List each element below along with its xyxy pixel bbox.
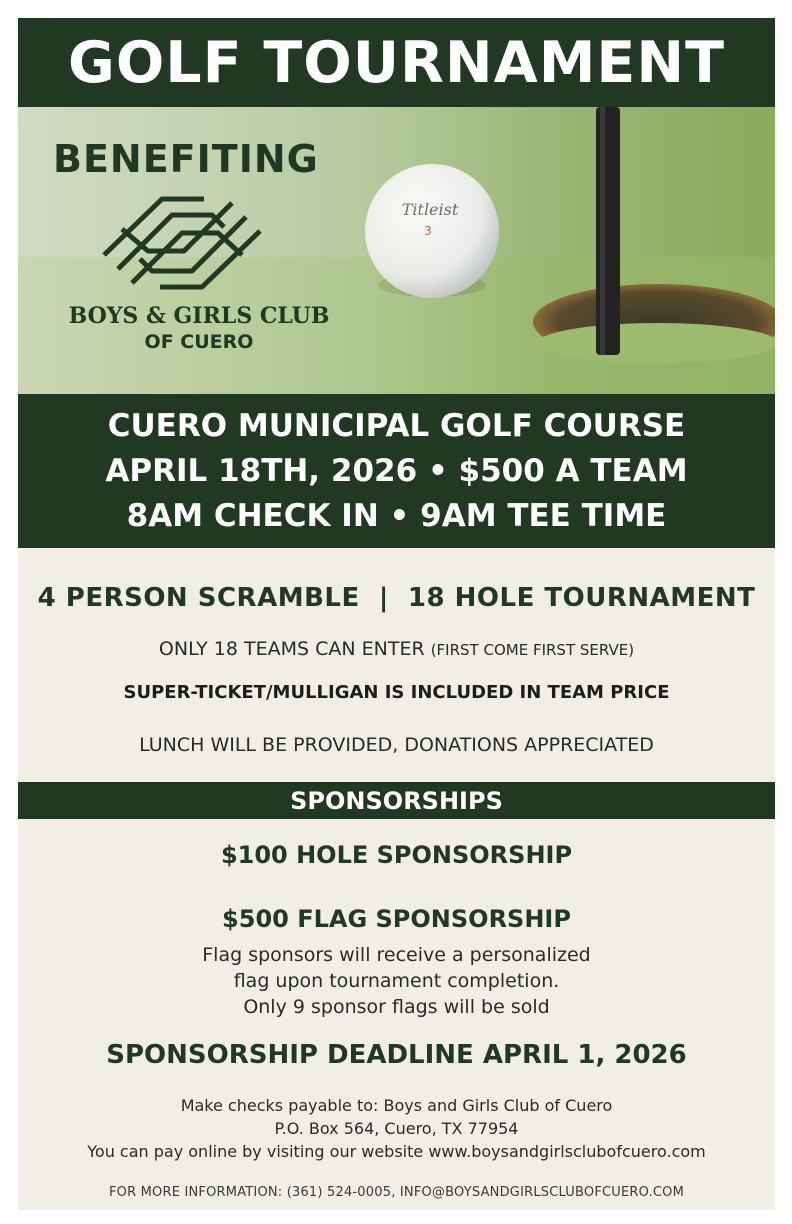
flag-sponsorship-description xyxy=(18,942,775,1020)
benefiting-label: BENEFITING xyxy=(53,137,319,181)
team-limit-text: ONLY 18 TEAMS CAN ENTER xyxy=(158,638,425,660)
flag-desc-line: flag upon tournament completion. xyxy=(233,970,560,992)
flag-sponsorship: $500 FLAG SPONSORSHIP xyxy=(222,905,571,933)
payment-info xyxy=(18,1094,775,1163)
hands-logo-icon xyxy=(100,191,264,295)
page-title: GOLF TOURNAMENT xyxy=(68,29,725,96)
mulligan-note: SUPER-TICKET/MULLIGAN IS INCLUDED IN TEAM PRICE xyxy=(123,682,670,703)
hole-sponsorship: $100 HOLE SPONSORSHIP xyxy=(220,841,573,869)
event-venue: CUERO MUNICIPAL GOLF COURSE xyxy=(107,407,686,444)
lunch-note: LUNCH WILL BE PROVIDED, DONATIONS APPRECIATED xyxy=(139,734,654,756)
event-date-price: APRIL 18TH, 2026 • $500 A TEAM xyxy=(105,452,688,489)
title-banner xyxy=(18,18,775,107)
format-text: 4 PERSON SCRAMBLE | 18 HOLE TOURNAMENT xyxy=(37,583,756,613)
team-limit xyxy=(18,638,775,660)
flyer xyxy=(18,18,775,1210)
payment-line: P.O. Box 564, Cuero, TX 77954 xyxy=(274,1119,519,1138)
flag-desc-line: Only 9 sponsor flags will be sold xyxy=(243,996,550,1018)
sponsorships-header: SPONSORSHIPS xyxy=(290,786,503,815)
tournament-format xyxy=(18,583,775,613)
team-limit-note: (FIRST COME FIRST SERVE) xyxy=(430,641,635,659)
payment-line: Make checks payable to: Boys and Girls Club of Cuero xyxy=(180,1096,613,1115)
payment-line: You can pay online by visiting our website www.boysandgirlsclubofcuero.com xyxy=(87,1142,706,1161)
flag-desc-line: Flag sponsors will receive a personalized xyxy=(202,944,591,966)
event-info-banner xyxy=(18,394,775,548)
sponsorship-deadline: SPONSORSHIP DEADLINE APRIL 1, 2026 xyxy=(106,1040,687,1070)
hero-image xyxy=(18,107,775,394)
contact-info: FOR MORE INFORMATION: (361) 524-0005, INFO@BOYSANDGIRLSCLUBOFCUERO.COM xyxy=(108,1185,685,1200)
sponsorships-banner xyxy=(18,782,775,819)
org-location: OF CUERO xyxy=(144,331,254,353)
org-name: BOYS & GIRLS CLUB xyxy=(68,303,330,329)
event-times: 8AM CHECK IN • 9AM TEE TIME xyxy=(126,497,667,534)
